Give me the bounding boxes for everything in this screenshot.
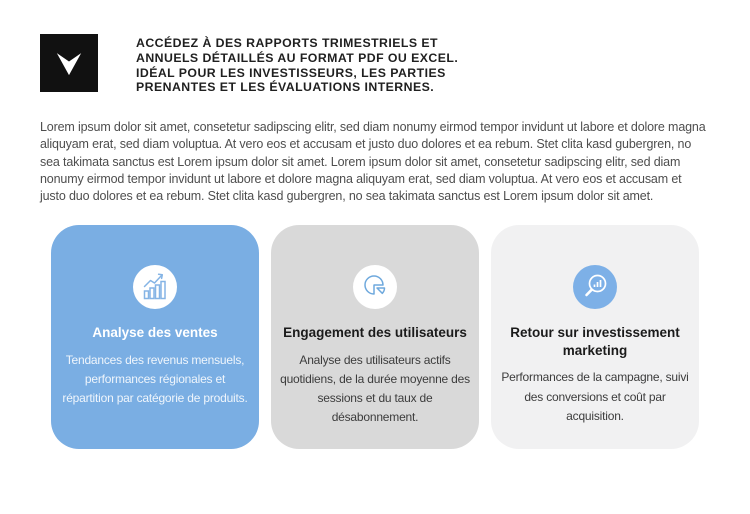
feature-card-sales	[51, 225, 259, 449]
section-heading: ACCÉDEZ À DES RAPPORTS TRIMESTRIELS ET ANNUELS DÉTAILLÉS AU FORMAT PDF OU EXCEL. IDÉAL POUR LES INVESTISSEURS, LES PARTIES PRENANTES ET LES ÉVALUATIONS INTERNES.	[136, 36, 459, 95]
card-title: Engagement des utilisateurs	[283, 325, 467, 341]
feature-card-engagement	[271, 225, 479, 449]
features-section	[40, 225, 710, 449]
icon-circle	[573, 265, 617, 309]
bar-chart-growth-icon	[133, 265, 177, 309]
brand-logo[interactable]	[40, 34, 98, 92]
header-section	[40, 32, 710, 95]
icon-circle	[353, 265, 397, 309]
logo-arrow-icon	[50, 44, 88, 82]
feature-card-roi	[491, 225, 699, 449]
card-description: Performances de la campagne, suivi des conversions et coût par acquisition.	[501, 370, 689, 423]
magnifier-chart-icon	[573, 265, 617, 309]
pie-chart-icon	[353, 265, 397, 309]
card-description: Analyse des utilisateurs actifs quotidiens, de la durée moyenne des sessions et du taux de désabonnement.	[280, 352, 470, 425]
card-description: Tendances des revenus mensuels, performances régionales et répartition par catégorie de produits.	[62, 352, 248, 406]
icon-circle	[133, 265, 177, 309]
intro-paragraph: Lorem ipsum dolor sit amet, consetetur sadipscing elitr, sed diam nonumy eirmod tempor invidunt ut labore et dolore magna aliquyam erat, sed diam voluptua. At vero eos et accusam et justo duo dolores et ea rebum. Stet clita kasd gubergren, no sea takimata sanctus est Lorem ipsum dolor sit amet. Lorem ipsum dolor sit amet, consetetur sadipscing elitr, sed diam nonumy eirmod tempor invidunt ut labore et dolore magna aliquyam erat, sed diam voluptua. At vero eos et accusam et justo duo dolores et ea rebum. Stet clita kasd gubergren, no sea takimata sanctus est Lorem ipsum dolor sit amet.	[40, 120, 706, 203]
card-title: Retour sur investissement marketing	[510, 325, 680, 358]
card-title: Analyse des ventes	[92, 325, 218, 341]
